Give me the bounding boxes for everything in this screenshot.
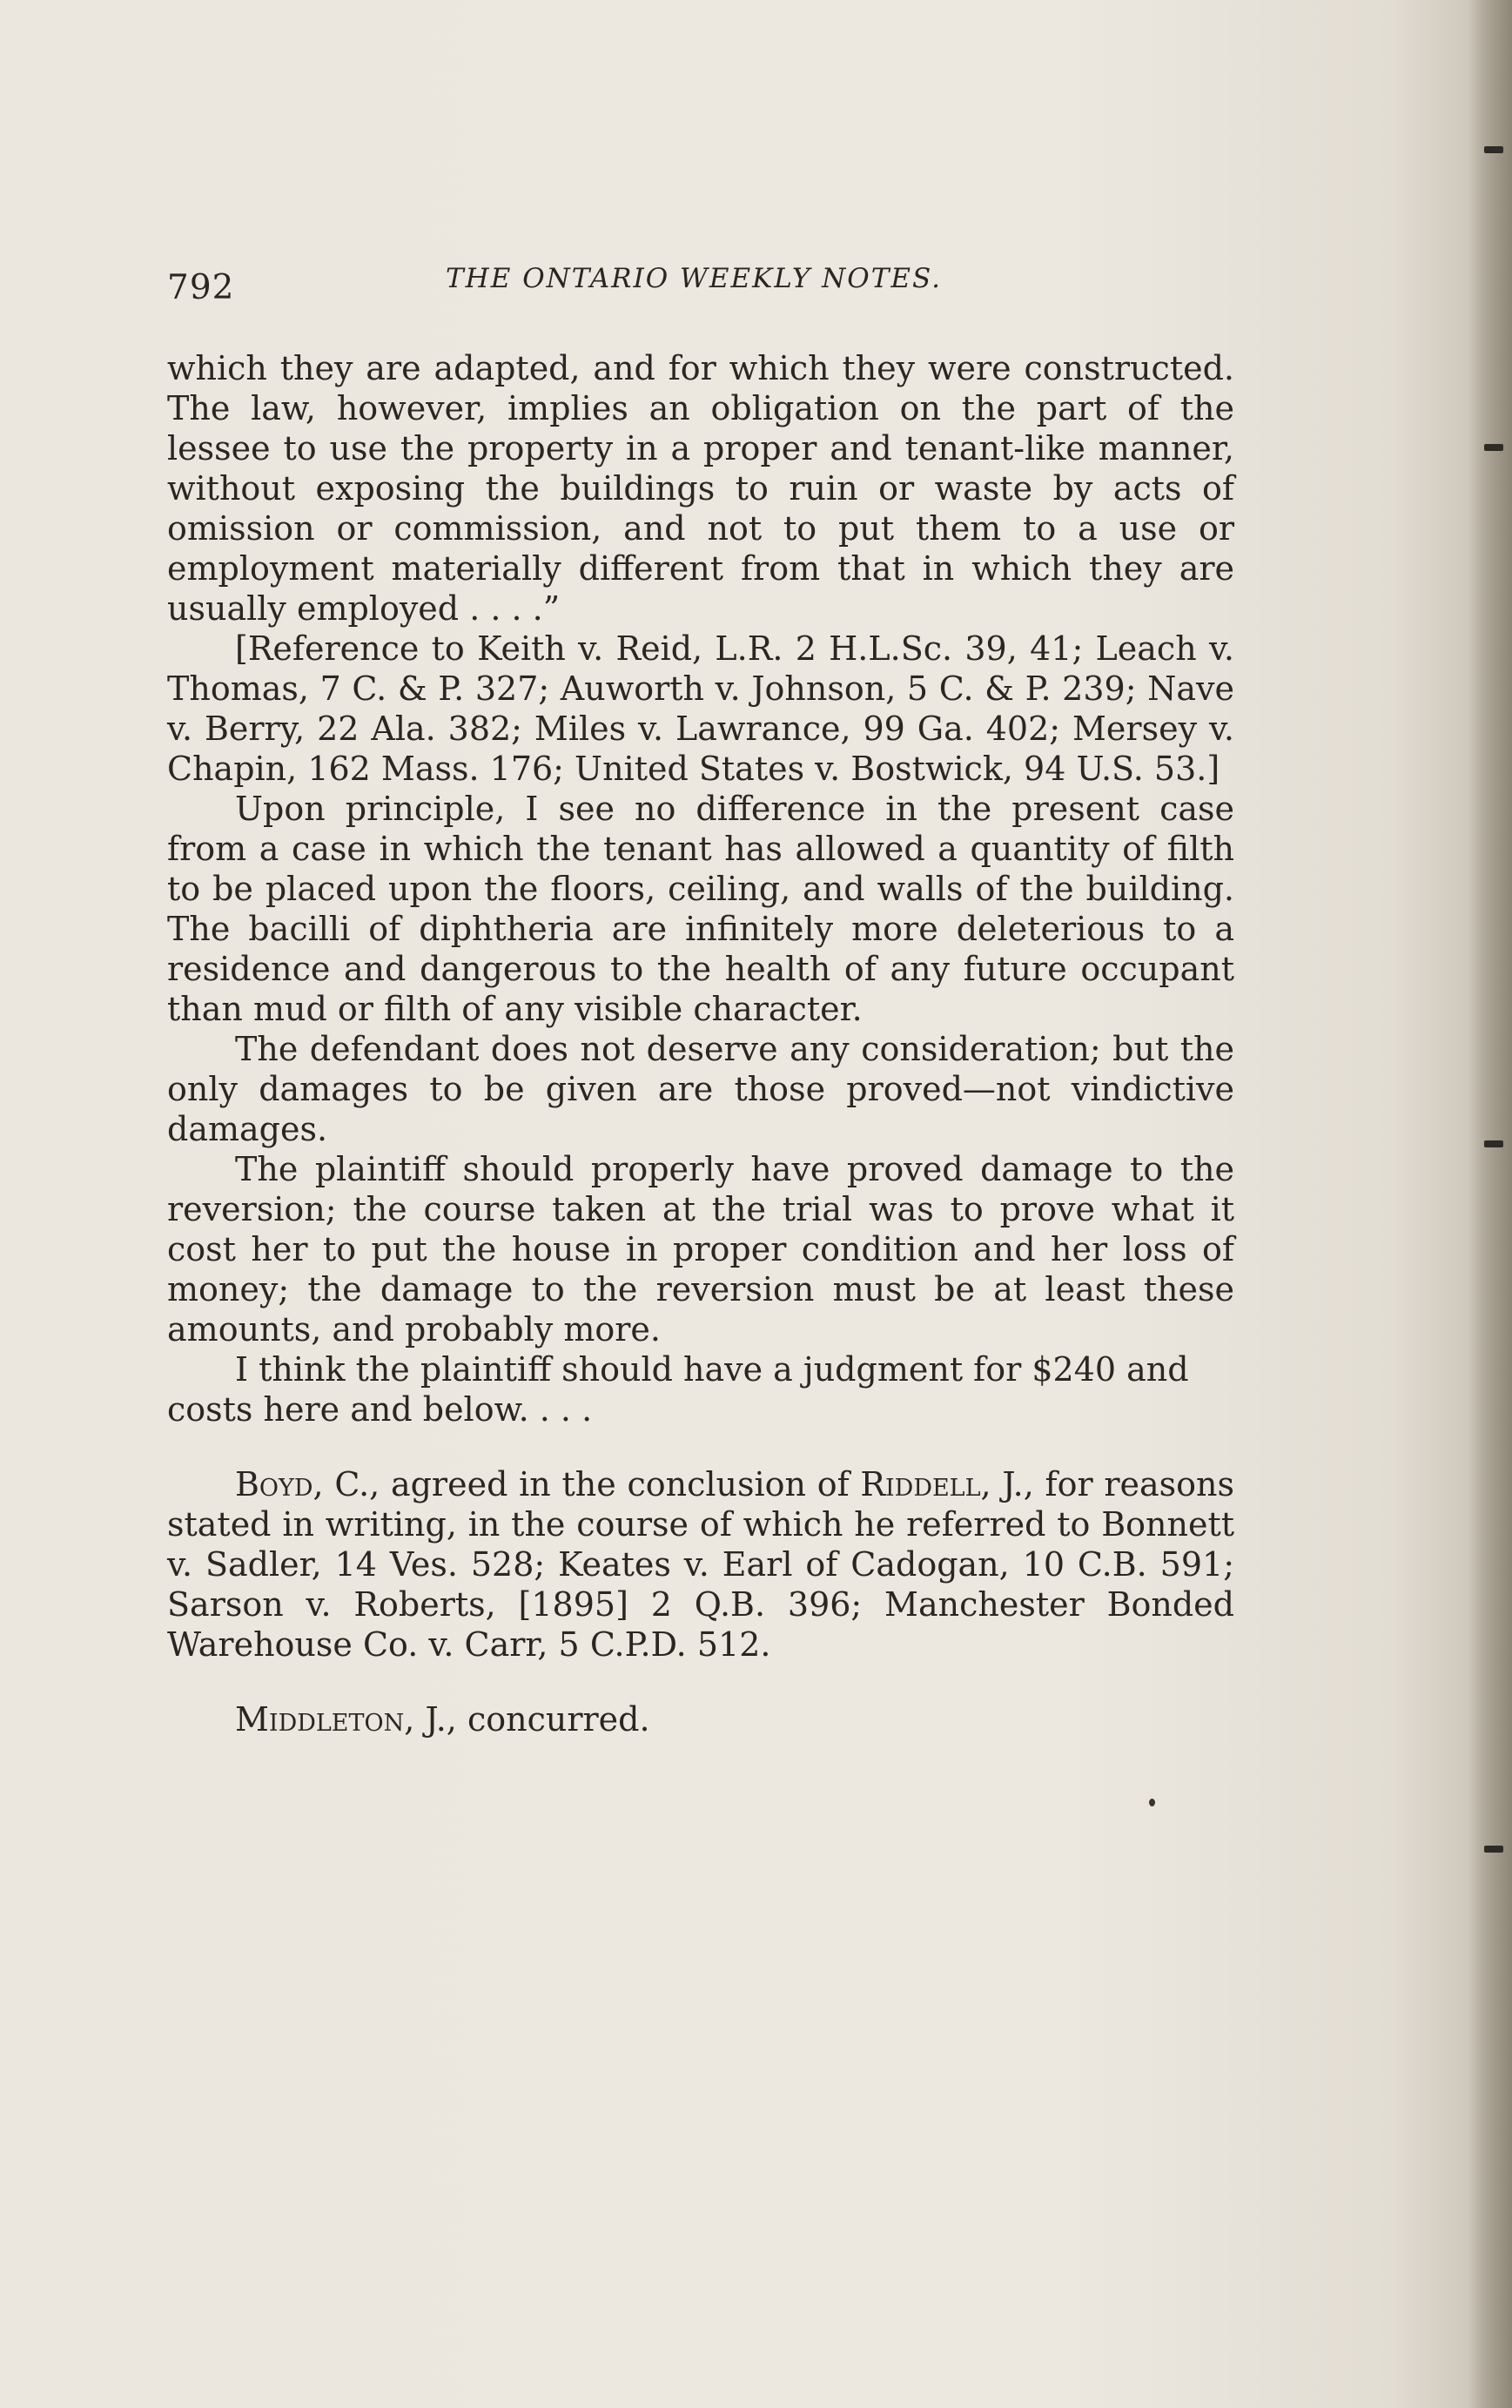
page-number: 792 — [167, 268, 235, 307]
page-header — [167, 263, 1238, 315]
ink-speck — [1149, 1799, 1155, 1806]
paragraph: I think the plaintiff should have a judgment for $240 and costs here and below. . . . — [167, 1350, 1189, 1429]
page-edge-shadow — [1468, 0, 1512, 2408]
judge-name: Boyd — [235, 1465, 313, 1503]
edge-mark — [1484, 1140, 1503, 1147]
paragraph-text: , J., concurred. — [404, 1700, 650, 1739]
paragraph-text: , J., for reasons stated in writing, in the course of which he referred to Bonnett v. Sadler, 14 Ves. 528; Keates v. Earl of Cadogan, 10 C.B. 591; Sarson v. Roberts, [1895] 2 Q.B. 396; Manchester Bonded Warehouse Co. v. Carr, 5 C.P.D. 512. — [167, 1465, 1234, 1664]
paragraph: The defendant does not deserve any consideration; but the only damages to be given are those proved—not vindictive damages. — [167, 1030, 1234, 1148]
running-title: THE ONTARIO WEEKLY NOTES. — [446, 263, 942, 294]
text-body — [167, 348, 1234, 1739]
section-gap — [167, 1429, 1234, 1464]
section-gap — [167, 1665, 1234, 1699]
edge-mark — [1484, 1846, 1503, 1853]
paragraph: Upon principle, I see no difference in the present case from a case in which the tenant has allowed a quantity of filth to be placed upon the floors, ceiling, and walls of the building. The bacilli of diphtheria are infinitely more deleterious to a residence and dangerous to the health of any future occupant than mud or filth of any visible character. — [167, 790, 1234, 1028]
paragraph-middleton — [167, 1699, 1234, 1739]
paragraph-references: [Reference to Keith v. Reid, L.R. 2 H.L.Sc. 39, 41; Leach v. Thomas, 7 C. & P. 327; Auworth v. Johnson, 5 C. & P. 239; Nave v. Berry, 22 Ala. 382; Miles v. Lawrance, 99 Ga. 402; Mersey v. Chapin, 162 Mass. 176; United States v. Bostwick, 94 U.S. 53.] — [167, 629, 1234, 788]
edge-mark — [1484, 146, 1503, 153]
paragraph: The plaintiff should properly have proved damage to the reversion; the course taken at the trial was to prove what it cost her to put the house in proper condition and her loss of money; the damage to the reversion must be at least these amounts, and probably more. — [167, 1150, 1234, 1349]
judge-name: Middleton — [235, 1700, 405, 1739]
edge-mark — [1484, 444, 1503, 451]
judge-name: Riddell — [860, 1465, 981, 1503]
paragraph-boyd — [167, 1464, 1234, 1665]
paragraph: which they are adapted, and for which they were constructed. The law, however, implies an obligation on the part of the lessee to use the property in a proper and tenant-like manner, without exposing the buildings to ruin or waste by acts of omission or commission, and not to put them to a use or employment materially different from that in which they are usually employed . . . .” — [167, 349, 1234, 628]
paragraph-text: , C., agreed in the conclusion of — [312, 1465, 861, 1503]
